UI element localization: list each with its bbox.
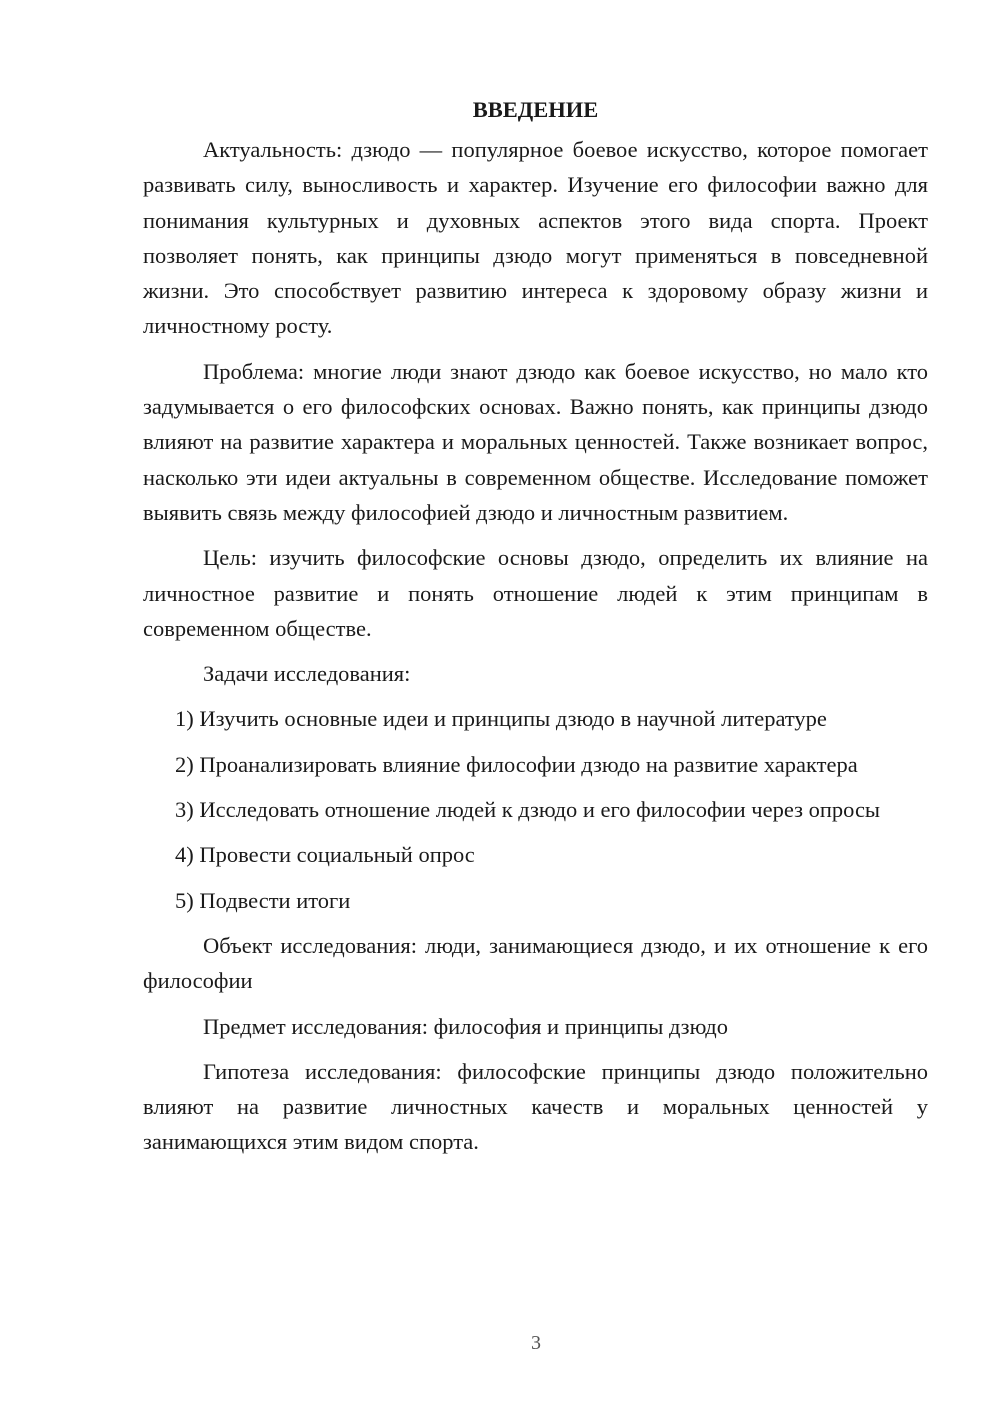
document-page [143,92,928,1170]
paragraph-goal: Цель: изучить философские основы дзюдо, определить их влияние на личностное развитие и понять отношение людей к этим принципам в современном обществе. [143,545,928,641]
page-number: 3 [531,1332,541,1354]
paragraph-object: Объект исследования: люди, занимающиеся дзюдо, и их отношение к его философии [143,932,928,994]
tasks-heading: Задачи исследования: [203,661,411,687]
paragraph-problem: Проблема: многие люди знают дзюдо как боевое искусство, но мало кто задумывается о его философских основах. Важно понять, как принципы дзюдо влияют на развитие характера и моральных ценностей. Также возникает вопрос, насколько эти идеи актуальны в современном обществе. Исследование поможет выявить связь между философией дзюдо и личностным развитием. [143,358,928,525]
paragraph-hypothesis: Гипотеза исследования: философские принципы дзюдо положительно влияют на развитие личностных качеств и моральных ценностей у занимающихся этим видом спорта. [143,1058,928,1155]
task-item-3: 3) Исследовать отношение людей к дзюдо и его философии через опросы [175,797,881,823]
task-item-2: 2) Проанализировать влияние философии дзюдо на развитие характера [175,751,858,777]
page-title: ВВЕДЕНИЕ [472,97,599,122]
paragraph-subject: Предмет исследования: философия и принципы дзюдо [203,1013,728,1039]
task-item-5: 5) Подвести итоги [175,887,351,913]
task-item-4: 4) Провести социальный опрос [175,842,475,868]
task-item-1: 1) Изучить основные идеи и принципы дзюдо в научной литературе [175,706,827,732]
paragraph-actuality: Актуальность: дзюдо — популярное боевое искусство, которое помогает развивать силу, выносливость и характер. Изучение его философии важно для понимания культурных и духовных аспектов этого вида спорта. Проект позволяет понять, как принципы дзюдо могут применяться в повседневной жизни. Это способствует развитию интереса к здоровому образу жизни и личностному росту. [143,137,928,339]
